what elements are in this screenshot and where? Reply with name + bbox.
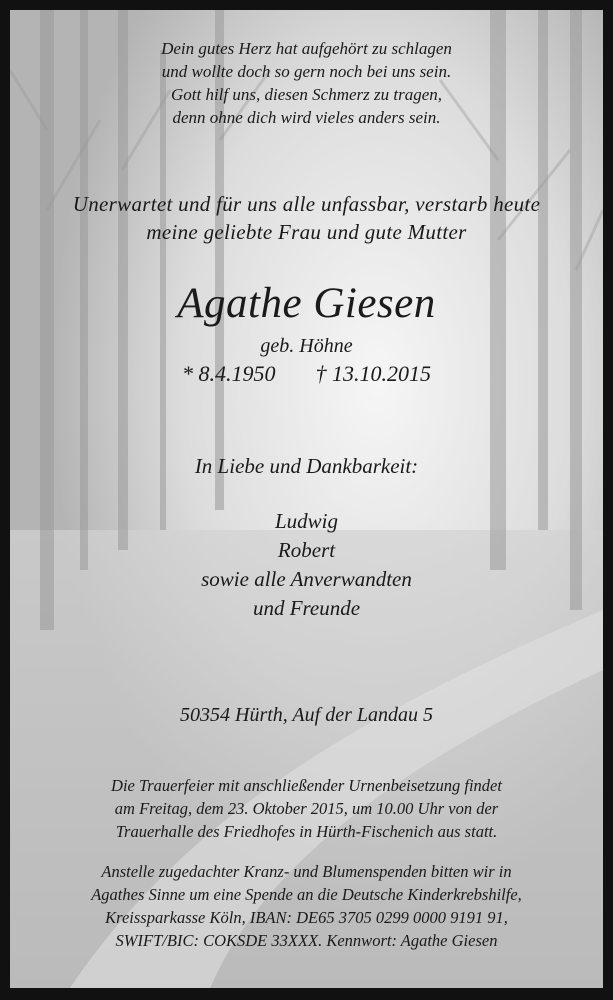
life-dates [10, 360, 603, 388]
birth-name: geb. Höhne [260, 335, 353, 357]
donation-line: SWIFT/BIC: COKSDE 33XXX. Kennwort: Agathe Giesen [115, 931, 498, 950]
death-announcement [10, 190, 603, 246]
mourners-list [10, 507, 603, 623]
ceremony-line: am Freitag, dem 23. Oktober 2015, um 10.00 Uhr von der [114, 799, 499, 818]
poem-line: und wollte doch so gern noch bei uns sein. [161, 62, 452, 81]
poem-verse [10, 37, 603, 129]
mourner: Robert [277, 538, 336, 562]
mourner: Ludwig [274, 509, 339, 533]
announcement-line: meine geliebte Frau und gute Mutter [146, 220, 467, 244]
family-address: 50354 Hürth, Auf der Landau 5 [180, 704, 433, 726]
poem-line: Gott hilf uns, diesen Schmerz zu tragen, [170, 85, 443, 104]
donation-line: Agathes Sinne um eine Spende an die Deutsche Kinderkrebshilfe, [91, 885, 522, 904]
ceremony-line: Die Trauerfeier mit anschließender Urnenbeisetzung findet [111, 776, 502, 795]
deceased-name: Agathe Giesen [177, 280, 436, 327]
donation-line: Kreissparkasse Köln, IBAN: DE65 3705 0299 0000 9191 91, [105, 908, 508, 927]
mourner: und Freunde [252, 596, 361, 620]
announcement-line: Unerwartet und für uns alle unfassbar, verstarb heute [72, 192, 541, 216]
donation-request [10, 860, 603, 952]
death-date: † 13.10.2015 [315, 361, 431, 386]
ceremony-info [10, 774, 603, 843]
birth-date: * 8.4.1950 [182, 361, 276, 386]
ceremony-line: Trauerhalle des Friedhofes in Hürth-Fischenich aus statt. [115, 822, 498, 841]
donation-line: Anstelle zugedachter Kranz- und Blumenspenden bitten wir in [101, 862, 512, 881]
notice-panel [10, 10, 603, 988]
poem-line: denn ohne dich wird vieles anders sein. [172, 108, 441, 127]
mourner: sowie alle Anverwandten [201, 567, 412, 591]
thanks-heading: In Liebe und Dankbarkeit: [194, 454, 419, 478]
poem-line: Dein gutes Herz hat aufgehört zu schlagen [161, 39, 452, 58]
